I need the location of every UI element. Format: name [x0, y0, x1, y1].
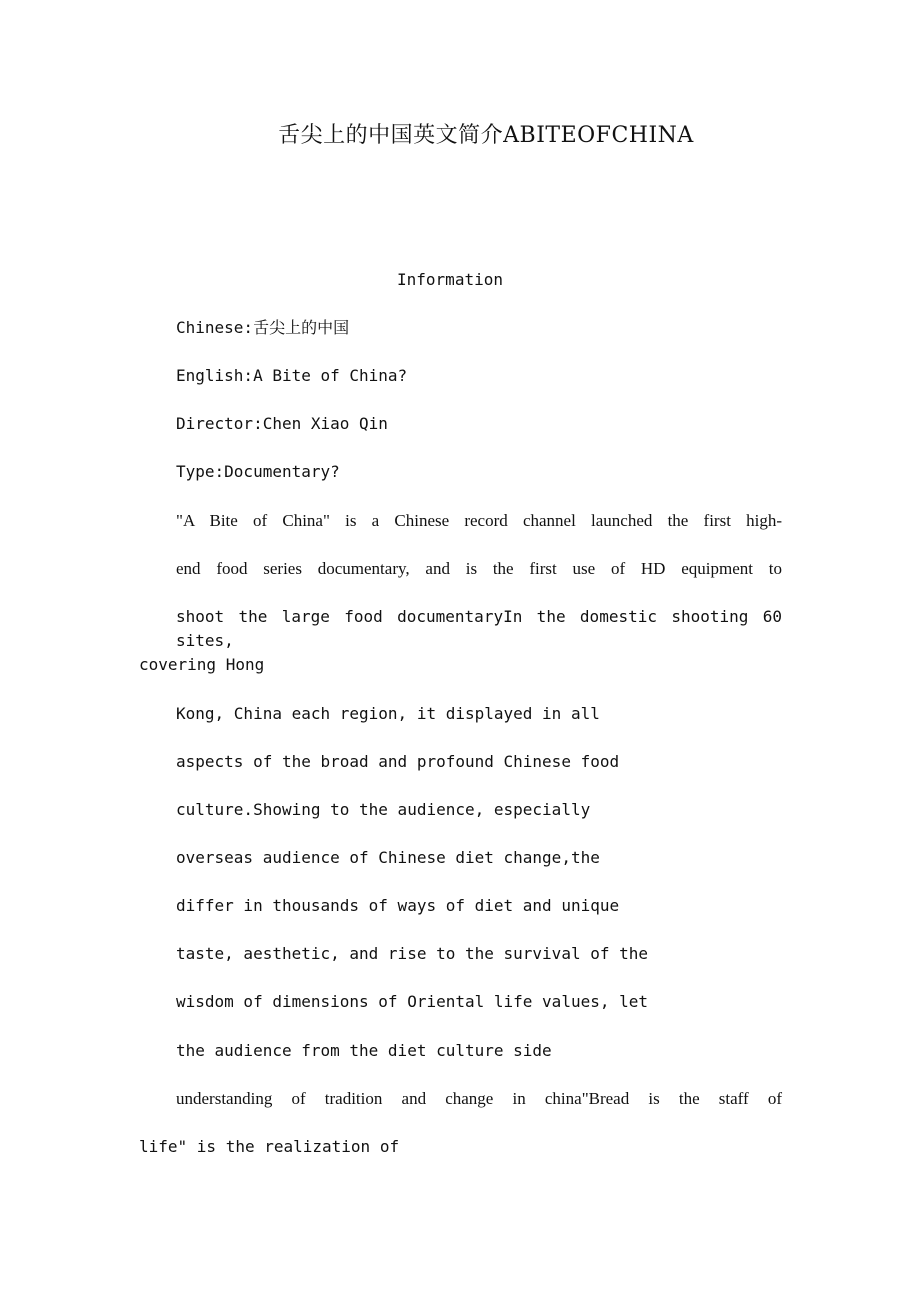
document-title: 舌尖上的中国英文简介ABITEOFCHINA: [278, 123, 694, 148]
body-line: differ in thousands of ways of diet and unique: [176, 896, 620, 915]
body-line: the audience from the diet culture side: [176, 1041, 552, 1060]
field-director: Director:Chen Xiao Qin: [176, 414, 388, 433]
body-line: overseas audience of Chinese diet change,the: [176, 848, 600, 867]
body-line: life" is the realization of: [139, 1137, 400, 1156]
body-line: Kong, China each region, it displayed in all: [176, 704, 600, 723]
field-english: English:A Bite of China?: [176, 366, 408, 385]
body-line: aspects of the broad and profound Chinese food: [176, 752, 620, 771]
body-line: understanding of tradition and change in china"Bread is the staff of: [176, 1089, 782, 1108]
body-line: covering Hong: [139, 655, 265, 674]
body-line: end food series documentary, and is the first use of HD equipment to: [176, 559, 782, 578]
body-line: taste, aesthetic, and rise to the survival of the: [176, 944, 649, 963]
field-chinese: Chinese:舌尖上的中国: [176, 318, 350, 337]
field-type: Type:Documentary?: [176, 462, 340, 481]
body-line: shoot the large food documentaryIn the domestic shooting 60 sites,: [176, 607, 782, 650]
body-line: wisdom of dimensions of Oriental life values, let: [176, 992, 649, 1011]
body-line: culture.Showing to the audience, especially: [176, 800, 591, 819]
section-heading: Information: [397, 270, 503, 289]
body-line: "A Bite of China" is a Chinese record channel launched the first high-: [176, 511, 782, 530]
